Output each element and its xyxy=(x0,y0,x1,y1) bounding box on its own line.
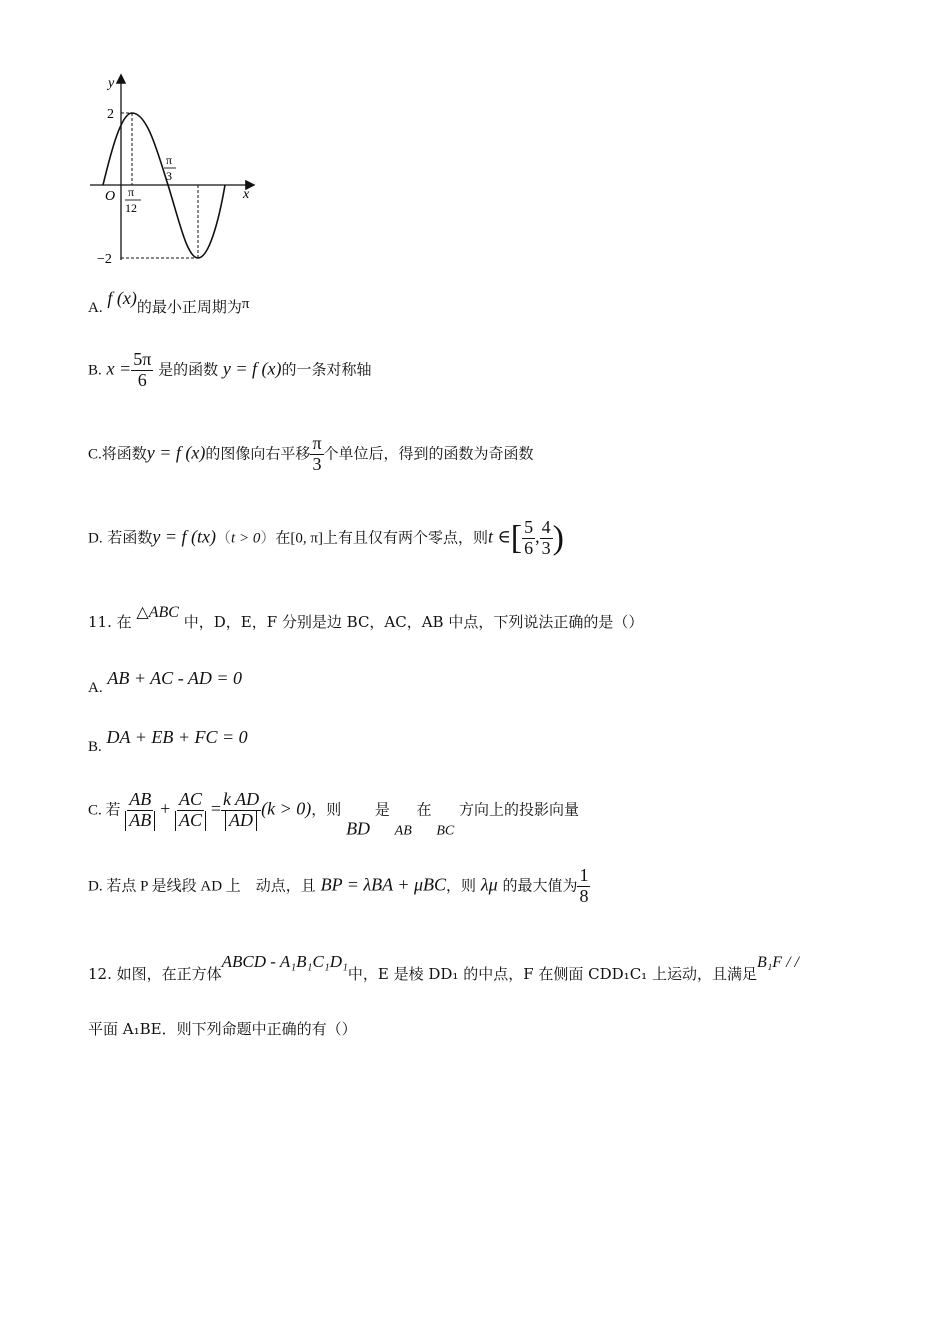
interval: [0, π] xyxy=(290,530,323,547)
option-label: D. 若点 P 是线段 AD 上 动点，且 xyxy=(88,878,316,895)
sine-graph xyxy=(85,70,265,270)
question-number: 12. 如图，在正方体 xyxy=(88,965,222,983)
x-axis-label: x xyxy=(243,187,250,202)
x2-num: π xyxy=(166,153,173,167)
pi: π xyxy=(241,296,250,312)
fraction-1-8: $\frac{1}{8}$ xyxy=(579,865,589,906)
lambda-mu: λμ xyxy=(480,874,498,895)
fraction-ac: $\frac{AC}{AC}$ xyxy=(175,790,206,831)
condition: (k > 0) xyxy=(261,798,312,819)
y-ftx: y = f (tx) xyxy=(152,526,217,547)
vec-ab: AB xyxy=(394,823,412,839)
y-fx: y = f (x) xyxy=(146,442,206,463)
expr: BP = λBA + μBC xyxy=(320,874,447,895)
q12-stem xyxy=(88,952,799,984)
fraction-kad: $\frac{\text{k AD}}{AD}$ xyxy=(222,789,260,830)
triangle: △ABC xyxy=(136,604,179,621)
vec-bd: BD xyxy=(346,818,371,839)
cube: ABCD - A₁B₁C₁D₁ xyxy=(221,952,348,971)
text: 将函数 xyxy=(101,444,147,463)
text: 个单位后，得到的函数为奇函数 xyxy=(323,444,534,463)
option-label: A. xyxy=(88,300,103,316)
q11-option-b xyxy=(88,727,248,756)
option-label: A. xyxy=(88,680,103,696)
q12-line2: 平面 A₁BE．则下列命题中正确的有（） xyxy=(88,1020,357,1038)
q10-option-d: D. 若函数y = f (tx)（t > 0）在[0, π]上有且仅有两个零点，则t ∈[ $\frac{5}{6}$ , $\frac{4}{3}$ ) xyxy=(88,517,564,558)
origin-label: O xyxy=(105,189,116,204)
q11-option-d: D. 若点 P 是线段 AD 上 动点，且 BP = λBA + μBC，则 λμ 的最大值为 $\frac{1}{8}$ xyxy=(88,865,589,906)
text: 在 xyxy=(275,528,291,547)
vec-bc: BC xyxy=(436,823,455,839)
t-in: t ∈ xyxy=(487,526,511,547)
x2-den: 3 xyxy=(166,169,172,183)
expr: AB + AC - AD = 0 xyxy=(107,668,242,688)
y-max-label: 2 xyxy=(107,107,114,122)
text: 的图像向右平移 xyxy=(205,444,311,463)
q10-option-a xyxy=(88,288,249,317)
q10-option-b xyxy=(88,350,372,391)
option-label: D. xyxy=(88,530,103,547)
fraction: $\frac{5\pi}{6}$ xyxy=(133,349,152,390)
x1-num: π xyxy=(128,185,135,199)
q11-option-c: C. 若 $\frac{AB}{AB}$ + $\frac{AC}{AC}$ = $\frac{\text{k AD}}{AD}$ (k > 0)，则 BD 是 AB 在 BC 方向上的投影向量 xyxy=(88,789,580,839)
option-label: B. xyxy=(88,739,102,755)
text: 上有且仅有两个零点，则 xyxy=(322,528,488,547)
text: 的一条对称轴 xyxy=(281,360,372,379)
b1f-parallel: B₁F / / xyxy=(756,954,799,971)
fraction-4-3: $\frac{4}{3}$ xyxy=(541,517,551,558)
question-number: 11. 在 xyxy=(88,613,132,631)
condition: t > 0 xyxy=(231,530,261,547)
text: 是的函数 xyxy=(158,360,219,379)
q11-stem xyxy=(88,602,643,632)
q10-option-c xyxy=(88,434,534,475)
y-min-label: −2 xyxy=(97,252,112,267)
x1-den: 12 xyxy=(125,201,137,215)
fraction-ab: $\frac{AB}{AB}$ xyxy=(125,790,155,831)
x-eq: x = xyxy=(106,358,132,379)
q11-option-a xyxy=(88,668,242,697)
y-axis-label: y xyxy=(108,76,115,91)
text: 中，D，E，F 分别是边 BC，AC，AB 中点，下列说法正确的是（） xyxy=(183,613,644,631)
option-label: B. xyxy=(88,362,102,379)
expr: DA + EB + FC = 0 xyxy=(106,727,248,747)
fraction: $\frac{\pi}{3}$ xyxy=(312,433,322,474)
text: 的最小正周期为 xyxy=(136,298,242,316)
option-label: C. xyxy=(88,446,102,463)
fraction-5-6: $\frac{5}{6}$ xyxy=(524,517,534,558)
option-label: C. 若 xyxy=(88,802,121,819)
f-x: f (x) xyxy=(107,288,137,308)
y-fx: y = f (x) xyxy=(222,358,282,379)
text: 中，E 是棱 DD₁ 的中点，F 在侧面 CDD₁C₁ 上运动，且满足 xyxy=(347,965,757,983)
text: 若函数 xyxy=(107,528,153,547)
